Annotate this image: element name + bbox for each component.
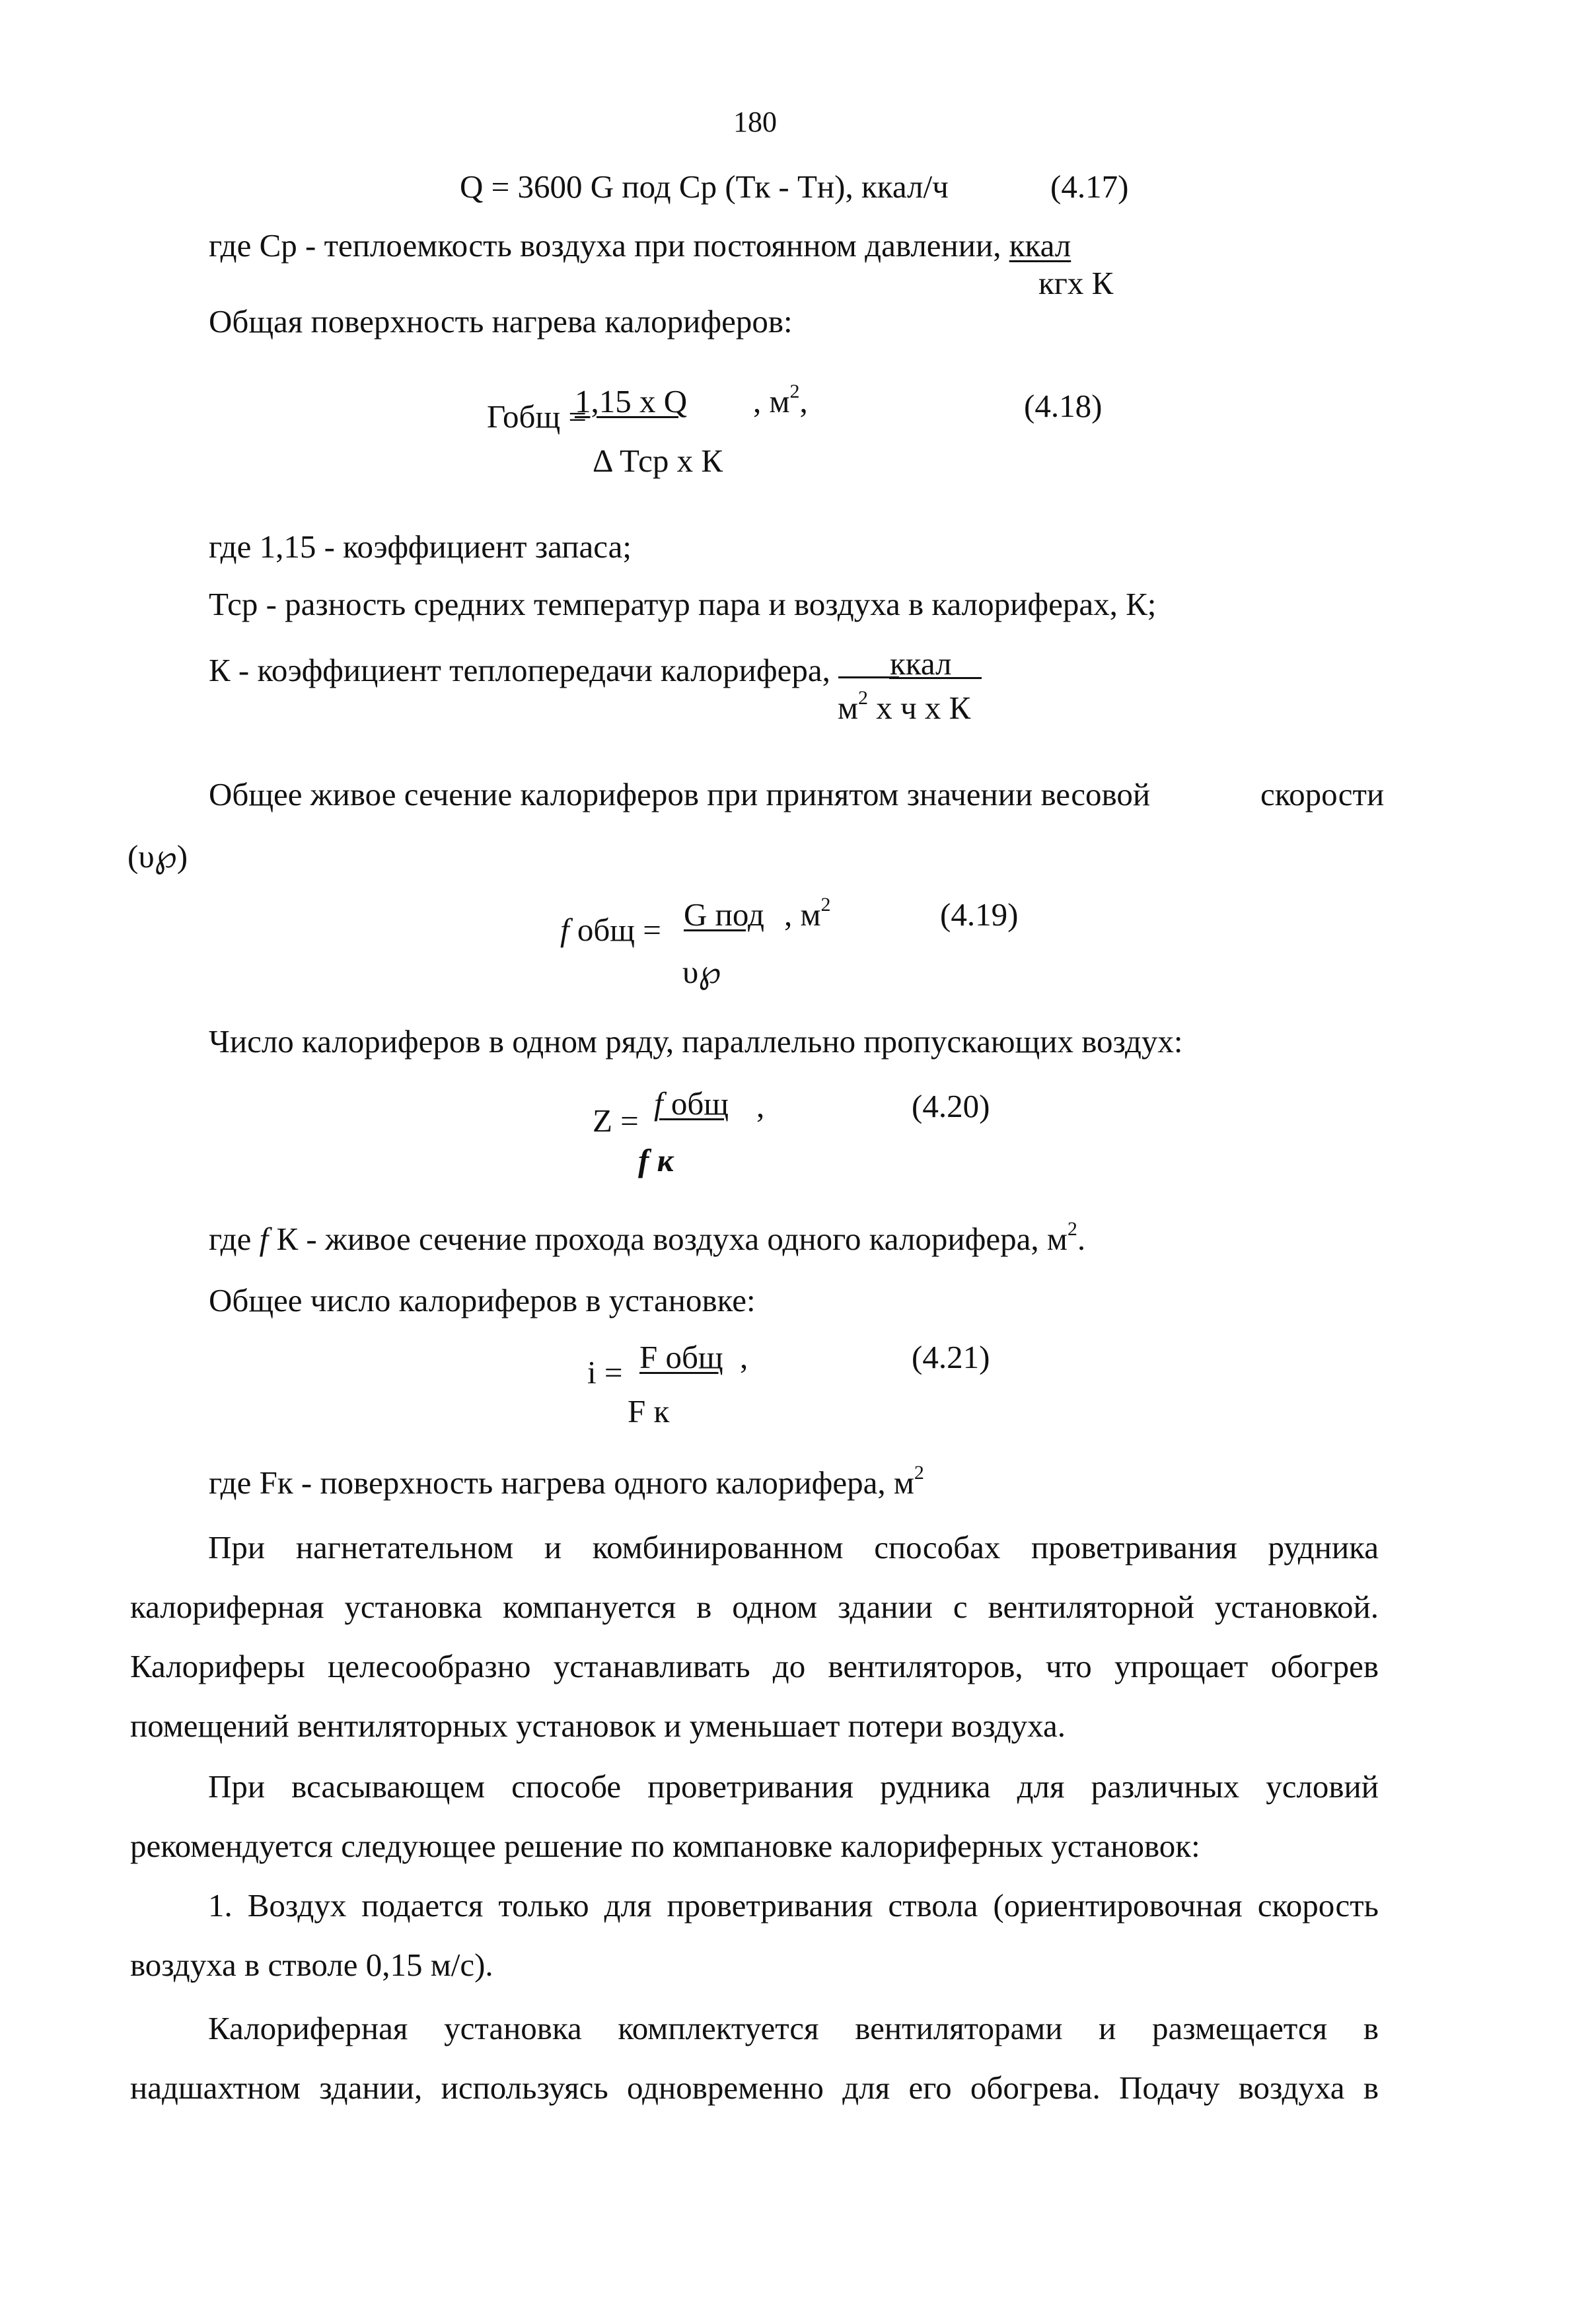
formula-4-20-lhs: Z = <box>593 1102 639 1139</box>
definition-k-text: К - коэффициент теплопередачи калорифера, <box>209 652 830 688</box>
heading-row-count: Число калориферов в одном ряду, параллельно пропускающих воздух: <box>209 1023 1183 1060</box>
free-section-line1-right: скорости <box>1260 776 1385 812</box>
definition-tcp: Тср - разность средних температур пара и воздуха в калориферах, К; <box>209 586 1157 622</box>
formula-4-18-numerator: 1,15 х Q <box>575 383 688 419</box>
equation-number-4-21: (4.21) <box>912 1339 990 1375</box>
unit-m-k: м <box>838 690 859 726</box>
formula-4-19-lhs <box>560 914 661 946</box>
formula-4-19-numerator: G под <box>684 896 764 933</box>
paragraph-1-line-4: помещений вентиляторных установок и уменьшает потери воздуха. <box>130 1708 1066 1744</box>
paragraph-3-line-1: 1. Воздух подается только для проветривания ствола (ориентировочная скорость <box>208 1887 1379 1924</box>
paragraph-2-line-1: При всасывающем способе проветривания рудника для различных условий <box>208 1768 1379 1805</box>
heading-total-count: Общее число калориферов в установке: <box>209 1282 756 1318</box>
paragraph-4-line-2: надшахтном здании, используясь одновременно для его обогрева. Подачу воздуха в <box>130 2070 1379 2106</box>
unit-exponent: 2 <box>789 380 800 402</box>
formula-4-21-denominator: F к <box>628 1393 670 1429</box>
fraction-line-k <box>889 677 982 679</box>
formula-4-20-comma: , <box>756 1088 765 1124</box>
definition-fk-text: К - живое сечение прохода воздуха одного калорифера, м <box>268 1221 1068 1257</box>
definition-fk-surface-text: где Fк - поверхность нагрева одного калорифера, м <box>209 1464 914 1501</box>
page-number: 180 <box>733 106 777 138</box>
free-section-line1: Общее живое сечение калориферов при принятом значении весовой <box>209 776 1151 812</box>
formula-comma: , <box>799 383 808 419</box>
symbol-f-420: f <box>654 1085 663 1122</box>
unit-numerator-kcal-k: ккал <box>890 645 952 682</box>
unit-numerator-kcal: ккал <box>1009 227 1071 264</box>
formula-4-20-numerator-rest: общ <box>663 1085 729 1122</box>
equation-number-4-19: (4.19) <box>940 896 1019 933</box>
symbol-f-fk: f <box>259 1221 269 1257</box>
formula-4-21-comma: , <box>740 1339 748 1375</box>
equation-number-4-18: (4.18) <box>1024 388 1103 424</box>
definition-cp-text: где Ср - теплоемкость воздуха при постоянном давлении, <box>209 227 1001 264</box>
definition-1-15: где 1,15 - коэффициент запаса; <box>209 528 632 565</box>
symbol-f: f <box>560 912 569 948</box>
unit-m: , м <box>753 383 790 419</box>
formula-4-17: Q = 3600 G под Cp (Тк - Тн), ккал/ч <box>460 168 949 205</box>
definition-fk-period: . <box>1077 1221 1086 1257</box>
formula-4-19-lhs-rest: общ = <box>569 912 661 948</box>
definition-fk-surface-exponent: 2 <box>914 1462 924 1484</box>
formula-4-18-denominator: Δ Тср х К <box>593 443 723 479</box>
unit-rest-k: х ч х К <box>868 690 971 726</box>
paragraph-1-line-3: Калориферы целесообразно устанавливать до вентиляторов, что упрощает обогрев <box>130 1648 1379 1684</box>
heading-heating-surface: Общая поверхность нагрева калориферов: <box>209 303 793 340</box>
formula-4-18-unit <box>753 380 808 419</box>
paragraph-4-line-1: Калориферная установка комплектуется вентиляторами и размещается в <box>208 2010 1379 2046</box>
unit-exponent-k: 2 <box>858 687 869 709</box>
paragraph-2-line-2: рекомендуется следующее решение по компановке калориферных установок: <box>130 1828 1200 1864</box>
definition-fk-pre: где <box>209 1221 260 1257</box>
unit-m-419: , м <box>784 896 821 933</box>
paragraph-1-line-1: При нагнетательном и комбинированном способах проветривания рудника <box>208 1529 1379 1566</box>
formula-4-18-lhs: Гобщ = <box>487 398 587 435</box>
paragraph-3-line-2: воздуха в стволе 0,15 м/с). <box>130 1947 493 1983</box>
formula-4-20-denominator: f к <box>638 1142 674 1178</box>
formula-4-19-unit <box>784 894 831 933</box>
formula-4-21-numerator: F общ <box>639 1339 723 1375</box>
equation-number-4-20: (4.20) <box>912 1088 990 1124</box>
formula-4-19-denominator: υ℘ <box>682 954 721 990</box>
unit-denominator-kgk: кгх К <box>1038 265 1114 301</box>
definition-fk-exponent: 2 <box>1067 1218 1077 1240</box>
definition-cp <box>209 229 1071 262</box>
free-section-line2: (υ℘) <box>127 838 188 875</box>
formula-4-21-lhs: i = <box>587 1354 623 1390</box>
paragraph-1-line-2: калориферная установка компануется в одном здании с вентиляторной установкой. <box>130 1589 1379 1625</box>
equation-number-4-17: (4.17) <box>1050 168 1129 205</box>
definition-k <box>209 654 899 686</box>
unit-exponent-419: 2 <box>820 894 831 916</box>
definition-fk-surface <box>209 1462 924 1501</box>
unit-denominator-k <box>838 687 971 726</box>
formula-4-20-numerator <box>654 1087 729 1120</box>
definition-fk <box>209 1218 1086 1257</box>
